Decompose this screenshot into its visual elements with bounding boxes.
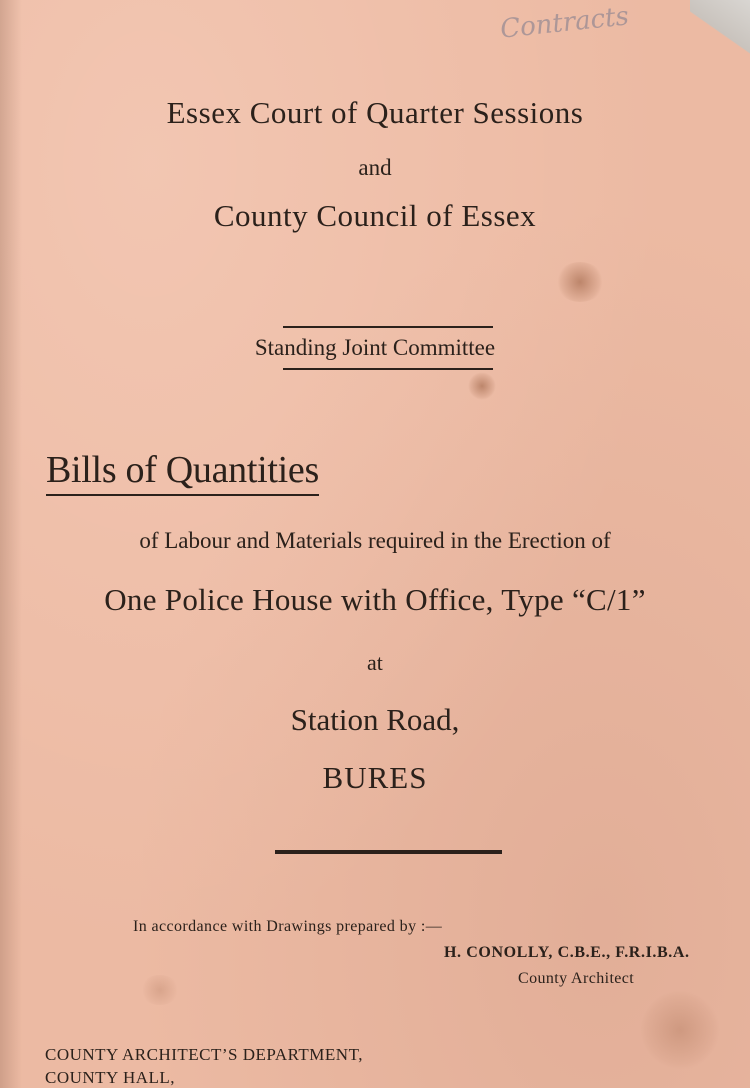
- stain-mark: [555, 262, 605, 302]
- stain-mark: [640, 990, 720, 1070]
- committee-rule-top: [283, 326, 493, 328]
- header-and: and: [358, 155, 392, 180]
- divider-rule: [275, 850, 502, 854]
- project-name: One Police House with Office, Type “C/1”: [104, 582, 646, 617]
- header-council: County Council of Essex: [213, 198, 537, 233]
- committee-rule-bottom: [283, 368, 493, 370]
- stain-mark: [140, 975, 180, 1005]
- stain-mark: [468, 372, 496, 400]
- location-street: Station Road,: [290, 702, 460, 737]
- architect-name: H. CONOLLY, C.B.E., F.R.I.B.A.: [444, 944, 690, 961]
- drawings-credit: In accordance with Drawings prepared by :—: [133, 918, 443, 935]
- at-label: at: [367, 650, 383, 675]
- document-title: Bills of Quantities: [46, 448, 319, 496]
- header-court: Essex Court of Quarter Sessions: [166, 95, 584, 130]
- torn-corner: [690, 0, 750, 90]
- architect-title: County Architect: [518, 970, 635, 987]
- document-subtitle: of Labour and Materials required in the Erection of: [139, 528, 611, 553]
- hall-address: COUNTY HALL,: [45, 1068, 176, 1087]
- committee-name: Standing Joint Committee: [254, 335, 496, 360]
- location-town: BURES: [322, 760, 428, 795]
- handwritten-note: Contracts: [498, 1, 631, 45]
- department-address: COUNTY ARCHITECT’S DEPARTMENT,: [45, 1045, 363, 1064]
